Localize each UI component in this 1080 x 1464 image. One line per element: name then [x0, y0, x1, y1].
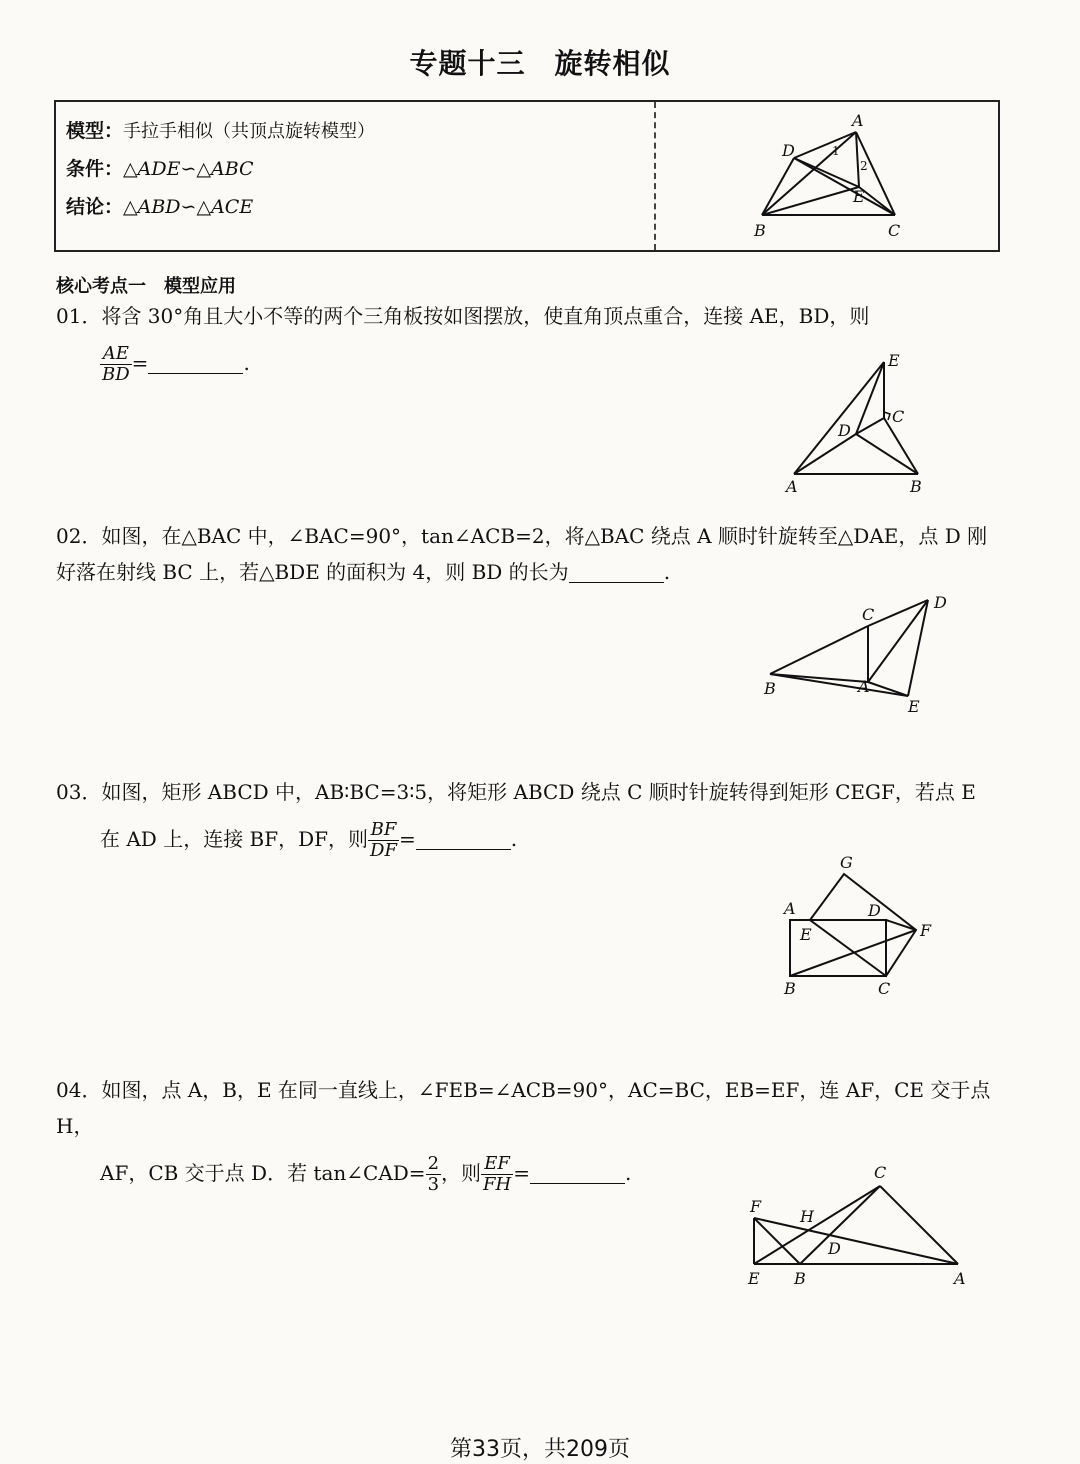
q1-fraction	[100, 344, 132, 385]
q1-seg-db	[856, 434, 918, 474]
q4-seg-fa	[754, 1218, 958, 1264]
q1-end: .	[243, 351, 250, 375]
q3-line1	[56, 774, 1006, 810]
conclusion-text: △ABD∽△ACE	[123, 196, 254, 218]
q1-number: 01．	[56, 304, 102, 328]
q2-label-c: C	[862, 605, 875, 624]
q3-label-d: D	[868, 901, 881, 920]
q2-label-d: D	[934, 593, 947, 612]
page-title: 专题十三 旋转相似	[409, 47, 671, 80]
segment-ad	[794, 132, 856, 158]
segment-ae	[856, 132, 859, 187]
label-b: B	[754, 221, 766, 240]
q2-answer-blank[interactable]	[569, 564, 664, 583]
q4-seg-ec	[754, 1186, 880, 1264]
model-line	[66, 116, 375, 143]
model-box	[54, 100, 1000, 252]
label-c: C	[888, 221, 901, 240]
q2-line2	[56, 554, 1006, 590]
label-a: A	[852, 111, 864, 130]
segment-ab	[762, 132, 856, 215]
q2-label-e: E	[908, 697, 920, 716]
q4-label-h: H	[800, 1207, 814, 1226]
model-label: 模型：	[66, 120, 124, 142]
q2-number: 02．	[56, 524, 102, 548]
q1-seg-ea	[794, 362, 884, 474]
q3-figure	[770, 850, 950, 1000]
q3-label-f: F	[920, 921, 932, 940]
q1-label-a: A	[786, 477, 798, 496]
question-2	[56, 518, 1006, 590]
q3-seg-df	[886, 920, 916, 930]
q4-fraction-den: FH	[483, 1174, 512, 1195]
q1-seg-cb	[884, 418, 918, 474]
q1-answer-blank[interactable]	[148, 355, 243, 374]
q4-tan-num: 2	[427, 1153, 440, 1174]
q2-text-line2: 好落在射线 BC 上，若△BDE 的面积为 4，则 BD 的长为	[56, 560, 569, 584]
q3-label-b: B	[784, 979, 796, 998]
q4-seg-fb	[754, 1218, 800, 1264]
label-angle1: 1	[832, 144, 840, 158]
q3-label-g: G	[840, 853, 853, 872]
q1-label-b: B	[910, 477, 922, 496]
page-footer: 第33页，共209页	[450, 1437, 630, 1462]
q4-number: 04．	[56, 1078, 102, 1102]
q4-label-b: B	[794, 1269, 806, 1288]
model-figure	[746, 110, 946, 242]
q4-equals: =	[513, 1161, 530, 1185]
q2-text-line1: 如图，在△BAC 中，∠BAC=90°，tan∠ACB=2，将△BAC 绕点 A 顺时针旋转至△DAE，点 D 刚	[101, 524, 988, 548]
q3-equals: =	[398, 827, 416, 851]
q4-end: .	[624, 1161, 632, 1185]
q3-end: .	[510, 827, 518, 851]
q1-label-d: D	[838, 421, 851, 440]
q3-text-line1: 如图，矩形 ABCD 中，AB∶BC=3∶5，将矩形 ABCD 绕点 C 顺时针旋转得到矩形 CEGF，若点 E	[101, 780, 976, 804]
q4-label-c: C	[874, 1163, 887, 1182]
q4-fraction	[481, 1154, 513, 1195]
question-1	[56, 298, 1006, 334]
q3-number: 03．	[56, 780, 102, 804]
q3-label-e: E	[800, 925, 812, 944]
model-text: 手拉手相似（共顶点旋转模型）	[123, 121, 376, 142]
q4-text-line2a: AF，CB 交于点 D．若 tan∠CAD=	[100, 1161, 426, 1185]
condition-label: 条件：	[66, 158, 124, 180]
q1-label-e: E	[888, 351, 900, 370]
q4-line1	[56, 1072, 1006, 1144]
q3-fraction	[368, 820, 399, 861]
q3-label-c: C	[878, 979, 891, 998]
q4-text-line1: 如图，点 A，B，E 在同一直线上，∠FEB=∠ACB=90°，AC=BC，EB=EF，连 AF，CE 交于点 H，	[56, 1078, 991, 1138]
q2-label-b: B	[764, 679, 776, 698]
q3-fraction-num: BF	[368, 820, 399, 841]
q4-seg-ca	[880, 1186, 958, 1264]
q4-label-a: A	[954, 1269, 966, 1288]
q2-end: .	[663, 560, 671, 584]
q4-answer-blank[interactable]	[530, 1165, 625, 1184]
label-d: D	[782, 141, 795, 160]
q3-answer-blank[interactable]	[416, 831, 511, 850]
q1-text: 将含 30°角且大小不等的两个三角板按如图摆放，使直角顶点重合，连接 AE，BD，则	[101, 304, 870, 328]
conclusion-line	[66, 192, 253, 219]
q2-label-a: A	[858, 677, 870, 696]
q1-fraction-den: BD	[102, 364, 130, 385]
q4-label-d: D	[828, 1239, 841, 1258]
q2-seg-ae	[868, 682, 908, 696]
q2-seg-be	[770, 674, 908, 696]
box-divider	[654, 102, 656, 250]
condition-line	[66, 154, 254, 181]
q4-fraction-num: EF	[481, 1154, 513, 1175]
condition-text: △ADE∽△ABC	[123, 158, 254, 180]
segment-de	[794, 158, 859, 187]
q4-label-e: E	[748, 1269, 760, 1288]
label-angle2: 2	[860, 159, 868, 173]
q1-seg-ed	[856, 362, 884, 434]
label-e: E	[853, 187, 865, 206]
q1-fraction-num: AE	[100, 344, 132, 365]
q4-tan-fraction	[426, 1154, 441, 1195]
q1-figure	[770, 348, 950, 500]
q1-seg-da	[794, 434, 856, 474]
q3-fraction-den: DF	[370, 840, 397, 861]
section-title: 核心考点一 模型应用	[56, 276, 236, 297]
conclusion-label: 结论：	[66, 196, 124, 218]
question-3	[56, 774, 1006, 861]
q2-seg-bc	[770, 626, 868, 674]
q1-equals: =	[131, 351, 149, 375]
q4-text-line2b: ，则	[441, 1161, 482, 1185]
q4-label-f: F	[750, 1197, 762, 1216]
q3-label-a: A	[784, 899, 796, 918]
q4-tan-den: 3	[427, 1174, 440, 1195]
q1-answer-line	[100, 344, 400, 385]
q3-text-line2: 在 AD 上，连接 BF，DF，则	[100, 827, 369, 851]
q2-line1	[56, 518, 1006, 554]
q2-figure	[750, 590, 960, 720]
q1-seg-dc	[856, 418, 884, 434]
segment-cd	[794, 158, 895, 215]
q1-label-c: C	[892, 407, 905, 426]
q4-figure	[740, 1160, 980, 1290]
